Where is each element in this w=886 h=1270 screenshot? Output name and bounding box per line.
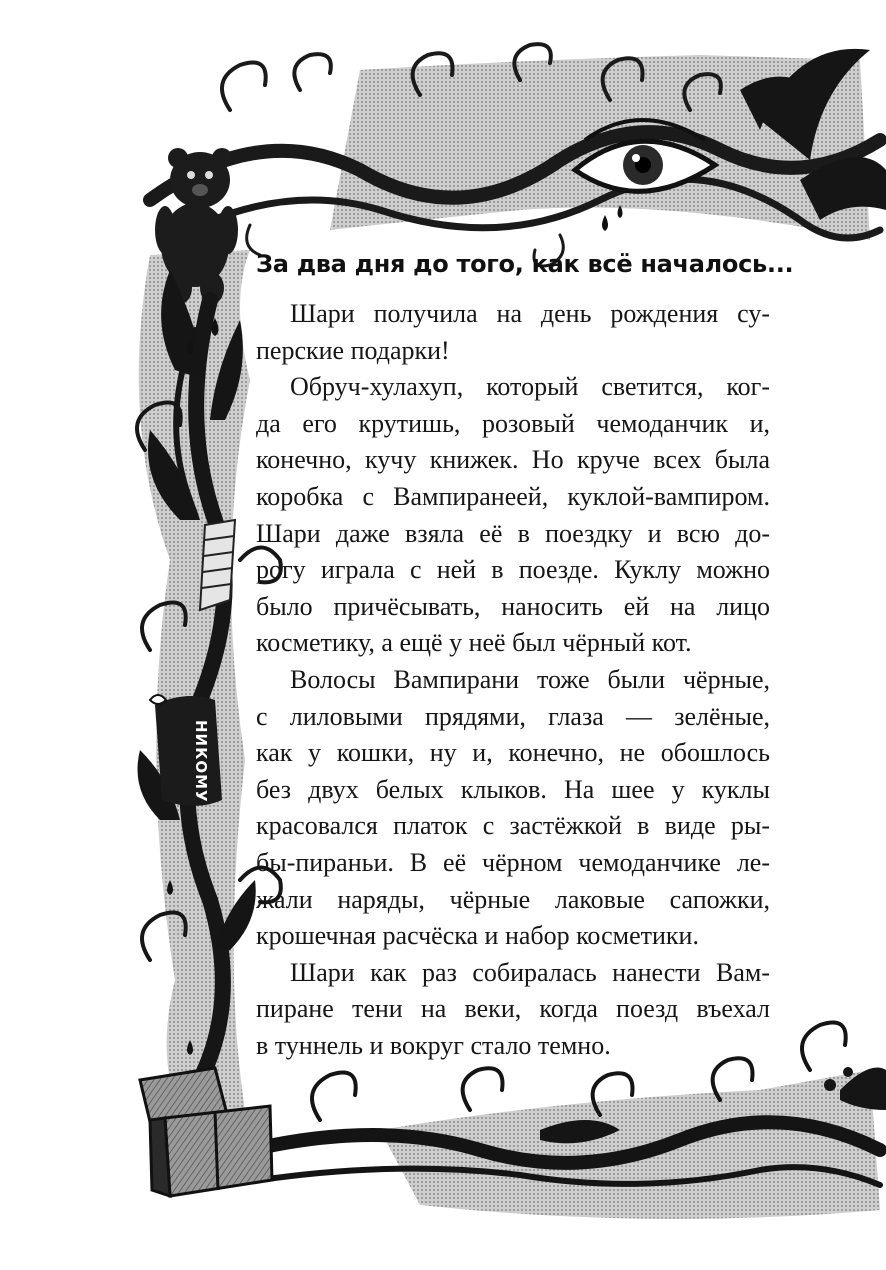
paragraph bbox=[256, 296, 770, 369]
text-line: да его крутишь, розовый чемоданчик и, bbox=[256, 408, 770, 438]
chapter-heading: За два дня до того, как всё началось... bbox=[256, 250, 794, 278]
text-line: было причёсывать, наносить ей на лицо bbox=[256, 591, 770, 621]
staircase-icon bbox=[200, 520, 235, 610]
text-line: красовался платок с застёжкой в виде ры- bbox=[256, 811, 770, 841]
scroll-label: НИКОМУ bbox=[192, 720, 210, 803]
text-line: без двух белых клыков. На шее у куклы bbox=[256, 774, 770, 804]
text-line: жали наряды, чёрные лаковые сапожки, bbox=[256, 884, 770, 914]
text-line: рогу играла с ней в поезде. Куклу можно bbox=[256, 555, 770, 585]
treasure-chest-icon bbox=[140, 1068, 272, 1196]
text-line: Обруч-хулахуп, который светится, ког- bbox=[290, 372, 770, 402]
text-line: Волосы Вампирани тоже были чёрные, bbox=[290, 664, 770, 694]
story-body bbox=[256, 296, 770, 1064]
text-line: конечно, кучу книжек. Но круче всех была bbox=[256, 445, 770, 475]
paragraph bbox=[256, 662, 770, 955]
paragraph bbox=[256, 955, 770, 1065]
text-line: бы-пираньи. В её чёрном чемоданчике ле- bbox=[256, 847, 770, 877]
text-line: Шари получила на день рождения су- bbox=[290, 299, 770, 328]
text-line: с лиловыми прядями, глаза — зелёные, bbox=[256, 701, 770, 731]
text-line: Шари даже взяла её в поездку и всю до- bbox=[256, 518, 770, 548]
text-line: перские подарки! bbox=[256, 335, 450, 365]
text-line: в туннель и вокруг стало темно. bbox=[256, 1030, 611, 1060]
text-line: коробка с Вампиранеей, куклой-вампиром. bbox=[256, 481, 770, 511]
text-line: косметику, а ещё у неё был чёрный кот. bbox=[256, 628, 692, 658]
text-line: крошечная расчёска и набор косметики. bbox=[256, 921, 699, 951]
text-line: пиране тени на веки, когда поезд въехал bbox=[256, 994, 770, 1024]
text-line: как у кошки, ну и, конечно, не обошлось bbox=[256, 738, 770, 768]
paragraph bbox=[256, 369, 770, 662]
text-line: Шари как раз собиралась нанести Вам- bbox=[290, 957, 770, 987]
